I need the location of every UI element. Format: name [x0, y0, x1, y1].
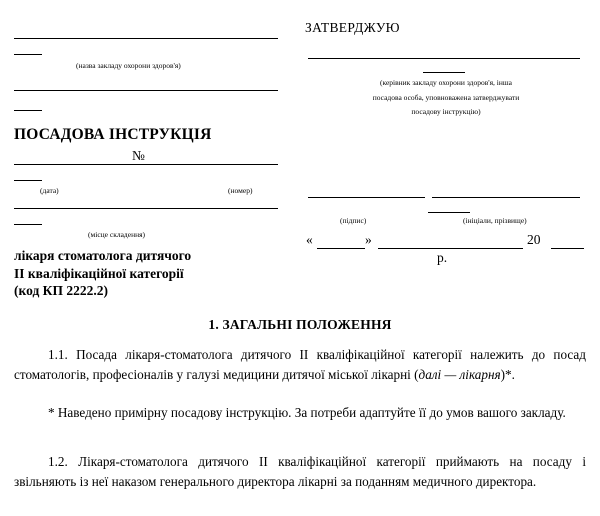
institution-caption: (назва закладу охорони здоров'я) [76, 61, 181, 70]
quote-close: » [365, 232, 372, 247]
institution-rule-1[interactable] [14, 38, 278, 39]
initials-rule-stub[interactable] [428, 212, 470, 213]
initials-rule[interactable] [432, 197, 580, 198]
paragraph-1-1 [14, 345, 586, 384]
approver-caption [300, 76, 592, 120]
footnote-asterisk: * Наведено примірну посадову інструкцію. За потреби адаптуйте її до умов вашого закладу. [48, 405, 566, 420]
page-title: ПОСАДОВА ІНСТРУКЦІЯ [14, 126, 212, 143]
year-prefix: 20 [527, 232, 541, 247]
approver-rule-1[interactable] [308, 58, 580, 59]
numero-symbol: № [132, 148, 145, 163]
place-rule-stub[interactable] [14, 224, 42, 225]
place-caption: (місце складення) [88, 230, 146, 239]
institution-rule-4-stub[interactable] [14, 110, 42, 111]
quote-close-wrap [365, 232, 372, 248]
paragraph-1-1-italic-term: далі — лікарня [418, 366, 501, 382]
approver-caption-line-2: посадова особа, уповноважена затверджувати [372, 92, 520, 102]
approver-rule-2-stub[interactable] [423, 72, 465, 73]
year-blank[interactable] [551, 248, 584, 249]
signature-rule[interactable] [308, 197, 425, 198]
job-title-line-3: (код КП 2222.2) [14, 283, 108, 298]
signature-caption: (підпис) [340, 216, 367, 225]
job-title-line-1: лікаря стоматолога дитячого [14, 248, 192, 263]
approver-caption-line-1: (керівник закладу охорони здоров'я, інша [379, 78, 513, 87]
month-blank[interactable] [378, 248, 523, 249]
approval-word: ЗАТВЕРДЖУЮ [305, 20, 400, 35]
institution-rule-2-stub[interactable] [14, 54, 42, 55]
job-title-line-2: ІІ кваліфікаційної категорії [14, 265, 184, 281]
place-rule[interactable] [14, 208, 278, 209]
paragraph-1-1-text-after: )*. [500, 366, 515, 382]
job-title-block [14, 247, 191, 300]
institution-rule-3[interactable] [14, 90, 278, 91]
date-rule-stub[interactable] [14, 180, 42, 181]
paragraph-1-1-text-before: 1.1. Посада лікаря-стоматолога дитячого ІІ кваліфікаційної категорії належить до посад стоматологів, професіоналів у галузі медицини дитячої міської лікарні ( [14, 347, 586, 382]
day-blank[interactable] [317, 248, 365, 249]
number-caption: (номер) [228, 186, 253, 195]
paragraph-1-2: 1.2. Лікаря-стоматолога дитячого ІІ кваліфікаційної категорії приймають на посаду і звільняють із неї наказом генерального директора лікарні за поданням медичного директора. [14, 454, 586, 489]
date-caption: (дата) [40, 186, 59, 195]
date-number-rule[interactable] [14, 164, 278, 165]
initials-caption: (ініціали, прізвище) [463, 216, 527, 225]
approver-caption-line-3: посадову інструкцію) [411, 107, 481, 116]
section-heading-general-provisions: 1. ЗАГАЛЬНІ ПОЛОЖЕННЯ [208, 317, 392, 332]
year-suffix: р. [437, 250, 448, 265]
quote-open: « [306, 232, 313, 247]
approval-date-line [306, 232, 313, 248]
